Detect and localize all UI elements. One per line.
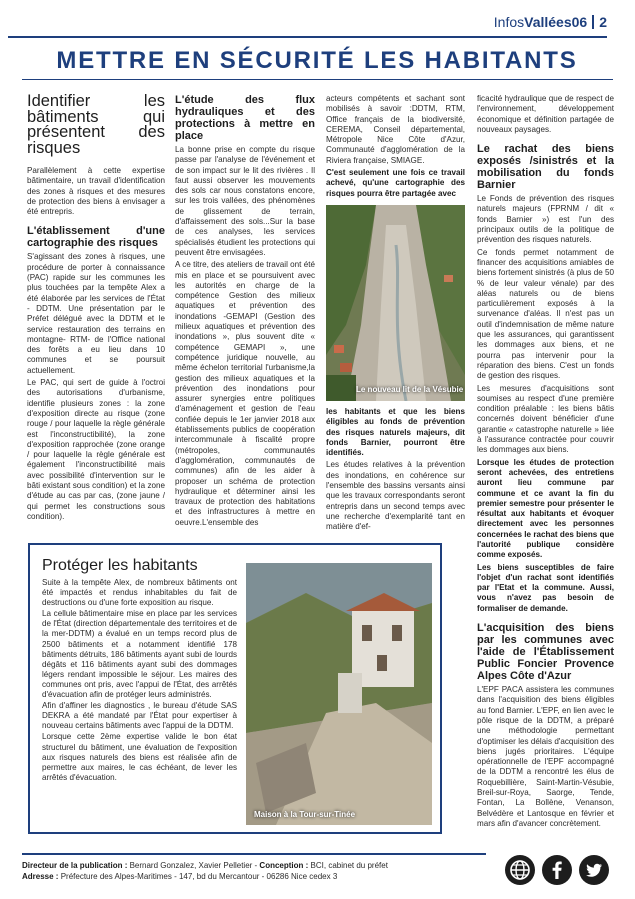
column-4	[477, 94, 614, 831]
col2-paragraph: A ce titre, des ateliers de travail ont été mis en place et se poursuivent avec les autorités en charge de la compétence Gestion des milieux aquatiques et prévention des inondations -GEMAPI (Gestion des milieux aquatiques et prévention des inondations », plus souvent dite « compétence GEMAPI », une compétence juridique nouvelle, au même échelon territorial l'urbanisme,la gestion des milieux aquatiques et la prévention des inondations pour assurer synergies entre politiques d'aménagement et gestion de l'eau confiée depuis le 1er janvier 2018 aux établissements publics de coopération intercommunale à fiscalité propre (métropoles, communautés d'agglomération, communautés de communes) afin de les aider à proposer un schéma de protection hydraulique et déterminer ainsi les travaux de protection des habitations et des infrastructures à mettre en oeuvre.L'ensemble des	[175, 260, 315, 527]
box-paragraph: Suite à la tempête Alex, de nombreux bâtiments ont été impactés et rendus inhabitables du fait de destructions ou d'une forte exposition au risque.	[42, 578, 237, 608]
footer-conception-label: Conception :	[259, 861, 309, 870]
house-illustration	[246, 563, 432, 825]
section-heading-identifier: Identifier les bâtiments qui présentent des risques	[27, 92, 165, 157]
section-heading-rachat: Le rachat des biens exposés /sinistrés et la mobilisation du fonds Barnier	[477, 143, 614, 192]
col3-paragraph: acteurs compétents et sachant sont mobilisés à savoir :DDTM, RTM, Office français de la biodiversité, CEREMA, Conseil départemental, Métropole Nice Côte d'Azur, Communauté d'agglomération de la Riviera française, SMIAGE.	[326, 94, 465, 165]
photo-caption: Le nouveau lit de la Vésubie	[356, 384, 464, 394]
header-brand	[494, 14, 607, 30]
col1-intro: Parallèlement à cette expertise bâtimentaire, un travail d'identification des zones à risques et des mesures de protection des biens à envisager a été entrepris.	[27, 166, 165, 217]
footer-address-value: Préfecture des Alpes-Maritimes - 147, bd du Mercantour - 06286 Nice cedex 3	[58, 872, 338, 881]
column-2	[175, 94, 315, 530]
valley-illustration	[326, 205, 465, 401]
brand-infos: Infos	[493, 14, 525, 30]
photo-vesubie	[326, 205, 465, 401]
col4-paragraph: Les mesures d'acquisitions sont soumises au respect d'une première condition préalable : les biens bâtis concernés doivent bénéficier d'une garantie « catastrophe naturelle » liée à l'assurance contractée pour couvrir les dommages aux biens.	[477, 383, 614, 455]
footer-director-label: Directeur de la publication :	[22, 861, 128, 870]
column-1	[27, 94, 165, 524]
col4-paragraph: Ce fonds permet notamment de financer des acquisitions amiables de biens fortement sinistrés (à plus de 50 % de leur valeur vénale) par des aléas naturels ou de biens particulièrement exposés à la survenance d'aléas. Il n'est pas un outil d'indemnisation de même nature que les assurances, qui garantissent les dommages aux biens, et ne pourra pas intervenir pour la réparation des biens. C'est un fonds de gestion des risques.	[477, 247, 614, 381]
footer-director-value: Bernard Gonzalez, Xavier Pelletier -	[127, 861, 260, 870]
photo-caption: Maison à la Tour-sur-Tinée	[254, 810, 356, 819]
col2-paragraph: La bonne prise en compte du risque passe par l'analyse de l'événement et de son impact sur le lit des rivières . Il faut aussi observer les mouvements des sols car nous constatons encore, sur les trois vallées, des phénomènes de glissement de terrain, d'affaissement des sols...Sur la base de ces analyses, les services spécialisés étudient les protections qui peuvent être envisagées.	[175, 145, 315, 257]
protect-box	[28, 543, 442, 834]
col1-paragraph: Le PAC, qui sert de guide à l'octroi des autorisations d'urbanisme, identifie plusieurs zones : la zone d'exposition directe au risque (zone rouge / pour laquelle la règle générale est l'inconstructibilité), la zone d'exposition rapprochée (zone orange / pour laquelle la règle générale est également l'inconstructibilité mais avec possibilité d'intervention sur le bâti existant sous condition) et la zone d'étude au cas par cas, (zone jaune / qui permet les constructions sous condition).	[27, 378, 165, 521]
col4-bold-paragraph: Lorsque les études de protection seront achevées, des entretiens auront lieu commune par commune et ce avant la fin du premier semestre pour présenter le résultat aux habitants et évoquer directement avec les personnes concernées le rachat des biens que l'autorité publique considère comme exposés.	[477, 457, 614, 560]
section-heading-epf: L'acquisition des biens par les communes avec l'aide de l'Établissement Public Foncier Provence Alpes Côte d'Azur	[477, 622, 614, 683]
footer-rule	[22, 853, 486, 855]
col1-paragraph: S'agissant des zones à risques, une procédure de porter à connaissance (PAC) rapide sur les communes les plus touchées par la tempête Alex a été élaborée par les services de l'État - DDTM. Une présentation par le Préfet délégué avec la DDTM et le service restauration des terrains en montagne- RTM- de l'Office national des forêts a eu lieu dans 10 communes et se poursuit actuellement.	[27, 252, 165, 375]
box-paragraph: Lorsque cette 2ème expertise valide le bon état structurel du bâtiment, une évaluation de l'exposition aux risques naturels des biens est réalisée afin de permettre aux maires, le cas échéant, de lever les arrêtés d'évacuation.	[42, 732, 237, 782]
footer-credits	[22, 860, 388, 882]
col3-paragraph: Les études relatives à la prévention des inondations, en cohérence sur l'ensemble des bassins versants ainsi que les travaux correspondants seront entrepris dans un second temps avec une recherche d'exemplarité tant en matière d'ef-	[326, 460, 465, 532]
footer-conception-value: BCI, cabinet du préfet	[308, 861, 388, 870]
facebook-icon[interactable]	[542, 855, 572, 885]
twitter-icon[interactable]	[579, 855, 609, 885]
title-rule	[22, 79, 613, 80]
col4-paragraph: L'EPF PACA assistera les communes dans l'acquisition des biens éligibles au fond Barnier. L'EPF, en lien avec le pôle risque de la DDTM, a préparé une méthodologie permettant d'optimiser les délais d'acquisition des biens jugés prioritaires. L'équipe opérationnelle de l'EPF accompagné de la DDTM a rencontré les élus de Roquebillière, Saint-Martin-Vésubie, Breil-sur-Roya, Saorge, Tende, Fontan, La Bollène, Venanson, Belvédère et Lantosque en février et mars afin d'avancer concrètement.	[477, 685, 614, 828]
box-paragraph: La cellule bâtimentaire mise en place par les services de l'État (direction départementale des territoires et de la mer-DDTM) a évalué en un temps record plus de 2500 bâtiments et a notamment identifié 178 bâtiments détruits, 186 bâtiments ayant subi de lourds dégâts et 116 bâtiments ayant subi des dommages légers rendant impossible le séjour. Les maires des communes ont pris, avec l'appui de l'État, des arrêtés d'évacuation afin de protéger leurs administrés.	[42, 609, 237, 700]
col3-bold-paragraph: les habitants et que les biens éligibles au fonds de prévention des risques naturels majeurs, dit fonds Barnier, pourront être identifiés.	[326, 406, 465, 458]
col4-paragraph: ficacité hydraulique que de respect de l'environnement, développement économique et définition partagée de nouveaux paysages.	[477, 94, 614, 134]
brand-vallees: Vallées06	[524, 14, 588, 30]
col4-paragraph: Le Fonds de prévention des risques naturels majeurs (FPRNM / dit « fonds Barnier ») est l'un des principaux outils de la politique de prévention des risques naturels.	[477, 194, 614, 245]
photo-tour-sur-tinee	[246, 563, 432, 825]
section-heading-flux: L'étude des flux hydrauliques et des protections à mettre en place	[175, 94, 315, 142]
box-title: Protéger les habitants	[42, 557, 198, 574]
page-title: METTRE EN SÉCURITÉ LES HABITANTS	[56, 47, 578, 74]
page-number: 2	[599, 14, 607, 30]
box-paragraph: Afin d'affiner les diagnostics , le bureau d'étude SAS DEKRA a été mandaté par l'État pour expertiser à nouveau certains bâtiments avec l'appui de la DDTM.	[42, 701, 237, 731]
column-3	[326, 94, 465, 535]
globe-icon[interactable]	[505, 855, 535, 885]
footer-address-label: Adresse :	[22, 872, 59, 881]
section-heading-cartographie: L'établissement d'une cartographie des risques	[27, 225, 165, 250]
header-rule	[8, 36, 607, 38]
col4-bold-paragraph: Les biens susceptibles de faire l'objet d'un rachat sont identifiés par l'Etat et la commune. Aussi, vous n'avez pas besoin de formaliser de demande.	[477, 562, 614, 613]
header-separator	[592, 15, 594, 29]
col3-bold-paragraph: C'est seulement une fois ce travail achevé, qu'une cartographie des risques pourra être partagée avec	[326, 168, 465, 198]
box-text	[42, 578, 237, 784]
